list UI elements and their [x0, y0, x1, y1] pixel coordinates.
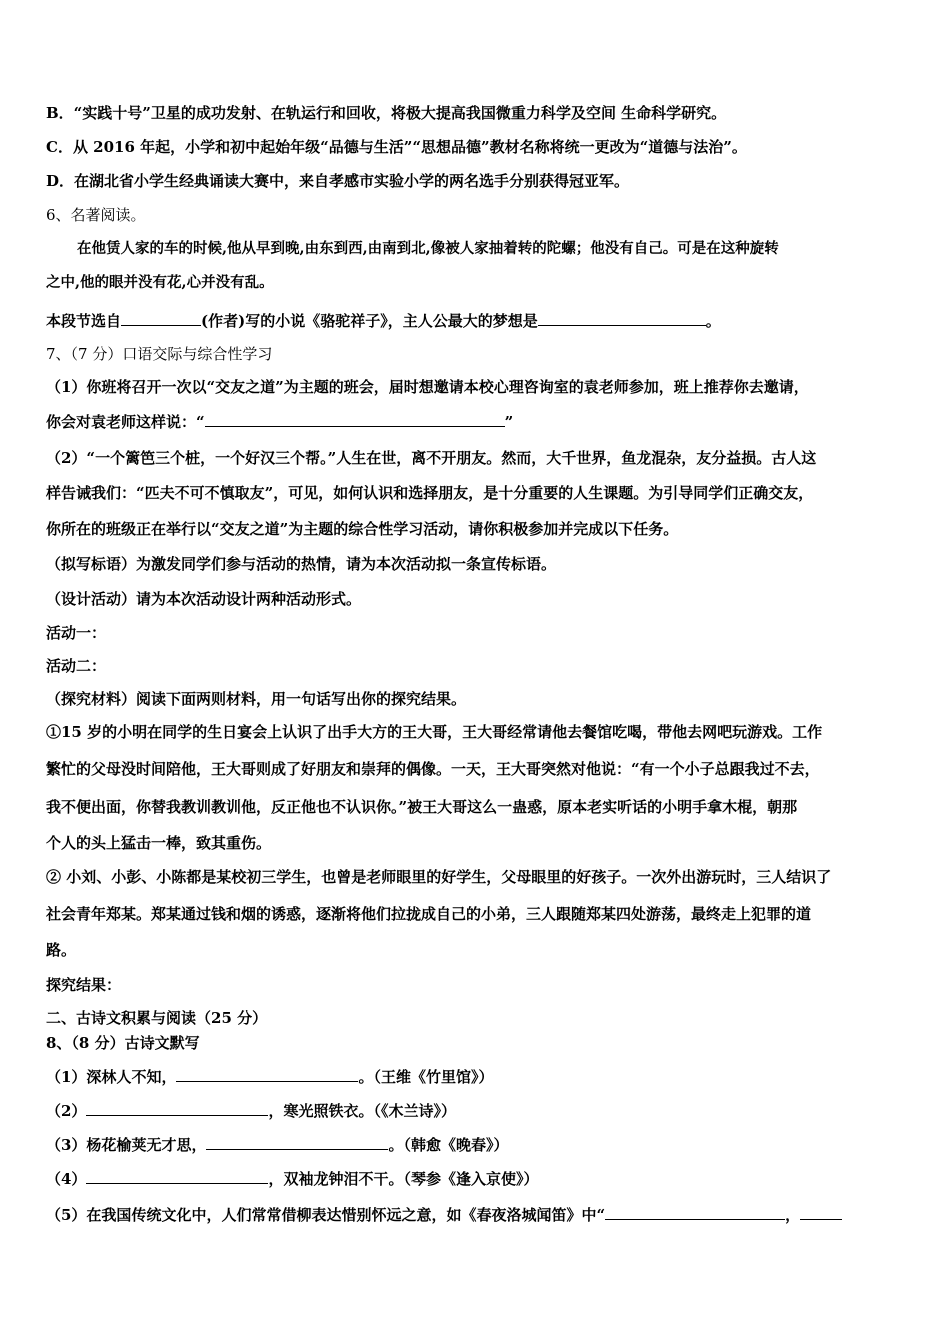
- material-2-line-1: ② 小刘、小彭、小陈都是某校初三学生，也曾是老师眼里的好学生，父母眼里的好孩子。一次外出游玩时，三人结识了: [46, 868, 832, 886]
- explore-result-label: 探究结果：: [46, 976, 122, 994]
- material-1-line-4: 个人的头上猛击一棒，致其重伤。: [46, 834, 272, 852]
- activity-two-label: 活动二：: [46, 657, 107, 675]
- poem-5-prefix: （5）在我国传统文化中，人们常常借柳表达惜别怀远之意，如《春夜洛城闻笛》中“: [46, 1206, 606, 1224]
- answer-blank-poem-1[interactable]: [176, 1066, 358, 1082]
- material-1-line-1: ①15 岁的小明在同学的生日宴会上认识了出手大方的王大哥，王大哥经常请他去餐馆吃喝，带他去网吧玩游戏。工作: [46, 723, 823, 741]
- q7-1-close-quote: ”: [504, 413, 514, 431]
- material-1-line-2: 繁忙的父母没时间陪他，王大哥则成了好朋友和崇拜的偶像。一天，王大哥突然对他说：“有一个小子总跟我过不去，: [46, 760, 820, 778]
- poem-3-suffix: 。（韩愈《晚春》）: [388, 1136, 509, 1154]
- task-slogan: （拟写标语）为激发同学们参与活动的热情，请为本次活动拟一条宣传标语。: [46, 555, 557, 573]
- q6-passage-line-1: 在他赁人家的车的时候,他从早到晚,由东到西,由南到北,像被人家抽着转的陀螺；他没有自己。可是在这种旋转: [77, 240, 779, 257]
- q7-2-line-1: （2）“一个篱笆三个桩，一个好汉三个帮。”人生在世，离不开朋友。然而，大千世界，鱼龙混杂，友分益损。古人这: [46, 449, 817, 467]
- q7-2-line-3: 你所在的班级正在举行以“交友之道”为主题的综合性学习活动，请你积极参加并完成以下任务。: [46, 520, 679, 538]
- q7-1-line-1: （1）你班将召开一次以“交友之道”为主题的班会，届时想邀请本校心理咨询室的袁老师参加，班上推荐你去邀请，: [46, 378, 809, 396]
- question-6-title: 6、名著阅读。: [46, 206, 146, 224]
- q7-1-prompt: 你会对袁老师这样说：“: [46, 413, 205, 431]
- answer-blank-dream[interactable]: [538, 310, 706, 326]
- q6-question-text-1: 本段节选自: [46, 312, 122, 330]
- poem-3-prefix: （3）杨花榆荚无才思，: [46, 1136, 207, 1154]
- answer-blank-poem-5a[interactable]: [605, 1204, 785, 1220]
- option-c: C．从 2016 年起，小学和初中起始年级“品德与生活”“思想品德”教材名称将统一更改为“道德与法治”。: [46, 138, 747, 156]
- answer-blank-poem-2[interactable]: [86, 1100, 268, 1116]
- task-design: （设计活动）请为本次活动设计两种活动形式。: [46, 590, 362, 608]
- section-2-heading: 二、古诗文积累与阅读（25 分）: [46, 1009, 268, 1027]
- poem-2-prefix: （2）: [46, 1102, 87, 1120]
- answer-blank-invitation[interactable]: [205, 411, 505, 427]
- q6-question-text-3: 。: [705, 312, 721, 330]
- material-1-line-3: 我不便出面，你替我教训教训他，反正他也不认识你。”被王大哥这么一蛊惑，原本老实听话的小明手拿木棍，朝那: [46, 798, 798, 816]
- answer-blank-poem-3[interactable]: [206, 1134, 388, 1150]
- question-8-title: 8、（8 分）古诗文默写: [46, 1034, 200, 1052]
- q6-question: [46, 310, 908, 331]
- poem-5: [46, 1204, 908, 1225]
- poem-1-prefix: （1）深林人不知，: [46, 1068, 177, 1086]
- q7-1-line-2: [46, 411, 908, 432]
- task-explore: （探究材料）阅读下面两则材料，用一句话写出你的探究结果。: [46, 690, 467, 708]
- poem-2-suffix: ，寒光照铁衣。（《木兰诗》）: [268, 1102, 456, 1120]
- poem-3: [46, 1134, 908, 1155]
- option-b: B．“实践十号”卫星的成功发射、在轨运行和回收，将极大提高我国微重力科学及空间 生命科学研究。: [46, 104, 727, 122]
- poem-2: [46, 1100, 908, 1121]
- answer-blank-author[interactable]: [121, 310, 201, 326]
- activity-one-label: 活动一：: [46, 624, 107, 642]
- q6-passage-line-2: 之中,他的眼并没有花,心并没有乱。: [46, 274, 274, 291]
- q6-question-text-2: (作者)写的小说《骆驼祥子》，主人公最大的梦想是: [201, 312, 538, 330]
- option-d: D．在湖北省小学生经典诵读大赛中，来自孝感市实验小学的两名选手分别获得冠亚军。: [46, 172, 630, 190]
- poem-5-comma: ，: [785, 1206, 801, 1224]
- poem-1-suffix: 。（王维《竹里馆》）: [358, 1068, 494, 1086]
- q7-2-line-2: 样告诫我们：“匹夫不可不慎取友”，可见，如何认识和选择朋友，是十分重要的人生课题。为引导同学们正确交友，: [46, 484, 814, 502]
- poem-4-prefix: （4）: [46, 1170, 87, 1188]
- poem-4-suffix: ，双袖龙钟泪不干。（琴参《逢入京使》）: [268, 1170, 539, 1188]
- material-2-line-3: 路。: [46, 941, 77, 959]
- answer-blank-poem-5b[interactable]: [800, 1204, 842, 1220]
- answer-blank-poem-4[interactable]: [86, 1168, 268, 1184]
- material-2-line-2: 社会青年郑某。郑某通过钱和烟的诱惑，逐渐将他们拉拢成自己的小弟，三人跟随郑某四处游荡，最终走上犯罪的道: [46, 905, 812, 923]
- poem-4: [46, 1168, 908, 1189]
- question-7-title: 7、（7 分）口语交际与综合性学习: [46, 345, 273, 363]
- poem-1: [46, 1066, 908, 1087]
